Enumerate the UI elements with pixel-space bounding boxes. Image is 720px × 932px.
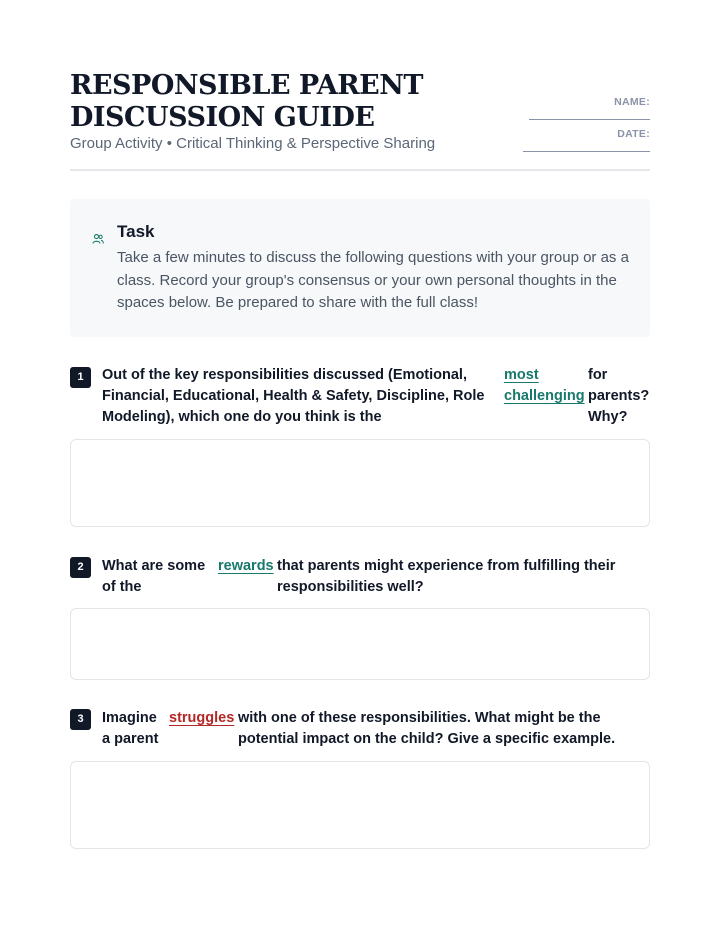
answer-box-1[interactable] <box>70 439 650 527</box>
answer-box-3[interactable] <box>70 761 650 849</box>
task-box <box>70 199 650 337</box>
question-1-text-end: for parents? Why? <box>588 367 650 425</box>
header-divider <box>70 169 650 171</box>
question-3-highlight: struggles <box>169 710 235 726</box>
question-3-text: Imagine a parent <box>102 710 159 747</box>
question-2-text-end: that parents might experience from fulfilling their responsibilities well? <box>277 558 616 595</box>
question-3-number: 3 <box>70 709 91 730</box>
date-field-line[interactable] <box>523 151 650 152</box>
question-2-text: What are some of the <box>102 558 206 595</box>
page-title: RESPONSIBLE PARENT DISCUSSION GUIDE <box>70 70 424 133</box>
name-label: NAME: <box>614 96 650 108</box>
question-2-number: 2 <box>70 557 91 578</box>
question-1-number: 1 <box>70 367 91 388</box>
answer-box-2[interactable] <box>70 608 650 680</box>
question-1-highlight: most challenging <box>504 367 585 404</box>
name-field-line[interactable] <box>529 119 650 120</box>
question-1-text: Out of the key responsibilities discussed (Emotional, Financial, Educational, Health & Safety, Discipline, Role Modeling), which one do you think is the <box>102 367 485 425</box>
users-icon <box>92 233 104 245</box>
task-instructions: Take a few minutes to discuss the following questions with your group or as a class. Record your group's consensus or your own personal thoughts in the spaces below. Be prepared to share with the full class! <box>117 249 629 311</box>
task-heading: Task <box>117 222 155 241</box>
question-2-highlight: rewards <box>218 558 274 574</box>
date-label: DATE: <box>617 128 650 140</box>
page-subtitle: Group Activity • Critical Thinking & Perspective Sharing <box>70 135 436 152</box>
question-3-text-end: with one of these responsibilities. What might be the potential impact on the child? Give a specific example. <box>238 710 616 747</box>
